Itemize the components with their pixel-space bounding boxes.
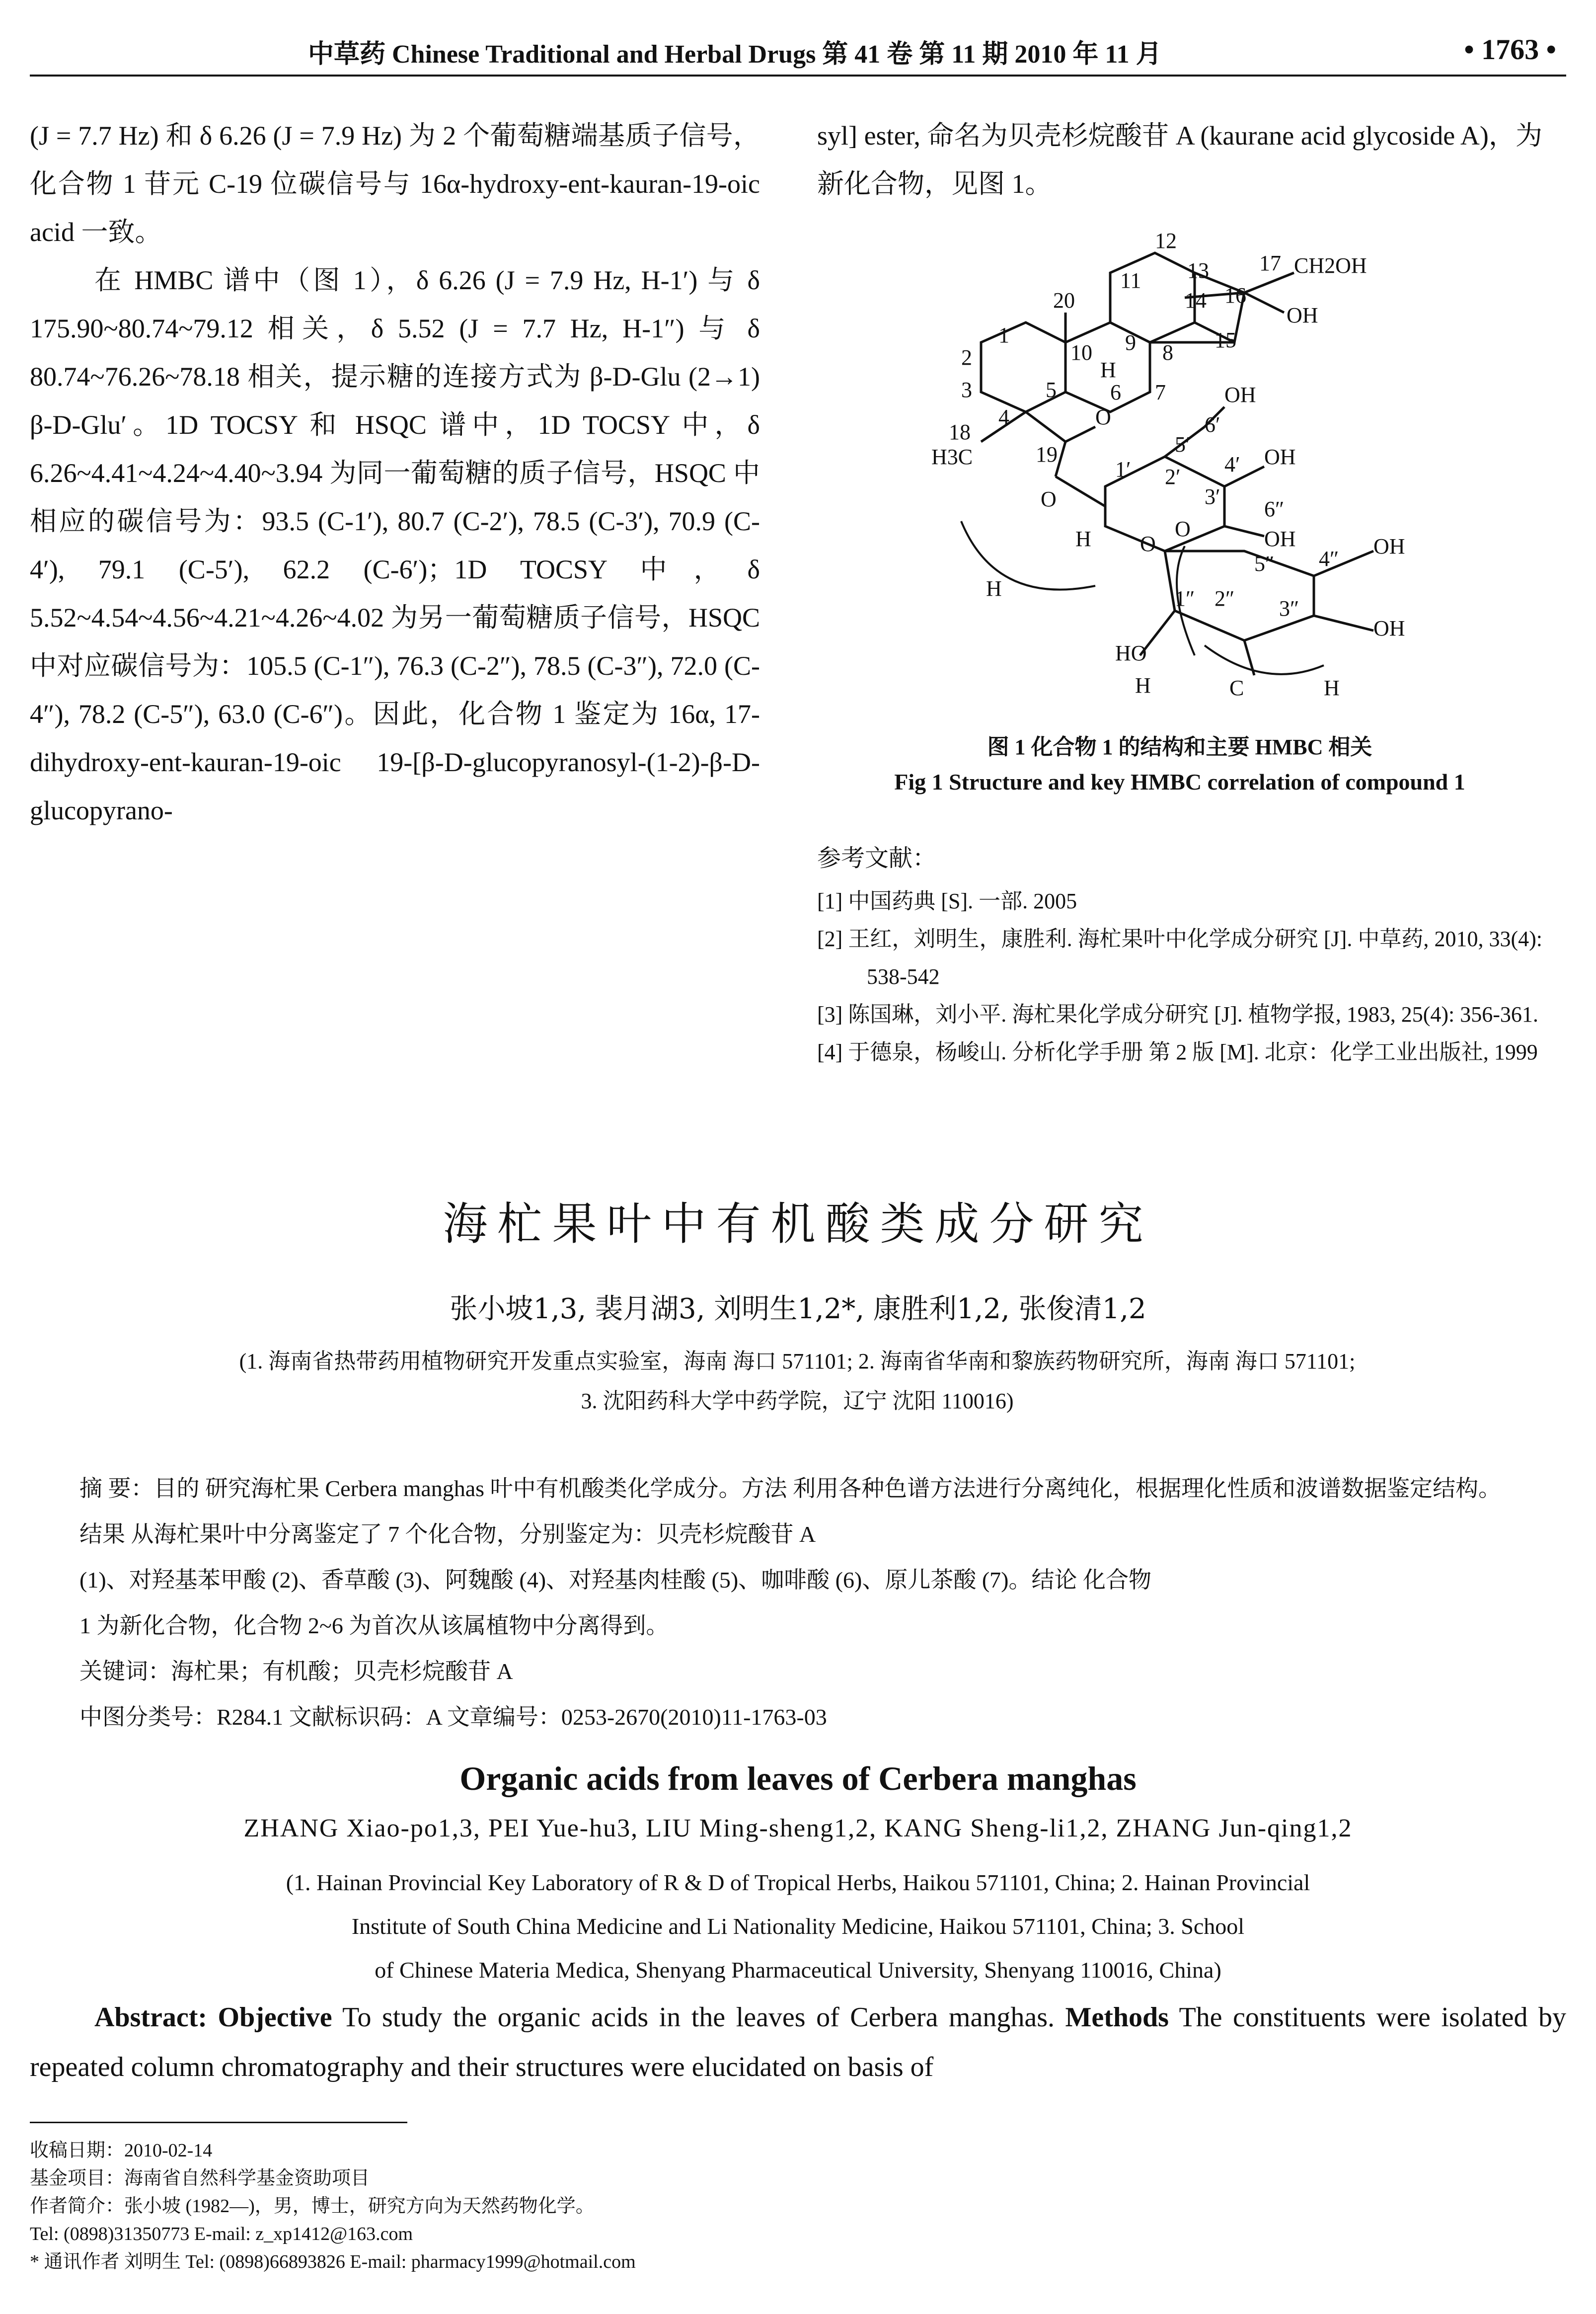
svg-text:H: H — [1135, 673, 1151, 698]
svg-text:9: 9 — [1125, 330, 1136, 355]
affiliation-line: (1. Hainan Provincial Key Laboratory of R & D of Tropical Herbs, Haikou 571101, China; 2. Hainan Provincial — [286, 1870, 1310, 1895]
svg-text:5: 5 — [1046, 378, 1057, 402]
svg-text:2: 2 — [961, 345, 972, 370]
figure-caption-cn: 图 1 化合物 1 的结构和主要 HMBC 相关 — [987, 735, 1372, 759]
journal-header: 中草药 Chinese Traditional and Herbal Drugs 第 41 卷 第 11 期 2010 年 11 月 — [308, 40, 1162, 69]
reference-item: [2] 王红，刘明生，康胜利. 海杧果叶中化学成分研究 [J]. 中草药, 2010, 33(4): 538-542 — [817, 927, 1542, 989]
svg-text:4: 4 — [998, 405, 1009, 429]
svg-text:1′: 1′ — [1115, 457, 1131, 481]
figure-caption-en: Fig 1 Structure and key HMBC correlation of compound 1 — [894, 769, 1465, 795]
affiliations-cn — [40, 1342, 1555, 1421]
abstract-label: Abstract: Objective — [94, 2002, 332, 2033]
affiliation-line: (1. 海南省热带药用植物研究开发重点实验室，海南 海口 571101; 2. 海南省华南和黎族药物研究所，海南 海口 571101; — [239, 1349, 1356, 1373]
svg-text:C: C — [1229, 676, 1244, 700]
body-paragraph: 在 HMBC 谱中（图 1），δ 6.26 (J = 7.9 Hz, H-1′) 与 δ 175.90~80.74~79.12 相关，δ 5.52 (J = 7.7 Hz, H-1″) 与 δ 80.74~76.26~78.18 相关，提示糖的连接方式为 β-D-Glu (2→1) β-D-Glu′。1D TOCSY 和 HSQC 谱中，1D TOCSY 中，δ 6.26~4.41~4.24~4.40~3.94 为同一葡萄糖的质子信号，HSQC 中相应的碳信号为：93.5 (C-1′), 80.7 (C-2′), 78.5 (C-3′), 70.9 (C-4′), 79.1 (C-5′), 62.2 (C-6′)；1D TOCSY 中，δ 5.52~4.54~4.56~4.21~4.26~4.02 为另一葡萄糖质子信号，HSQC 中对应碳信号为：105.5 (C-1″), 76.3 (C-2″), 78.5 (C-3″), 72.0 (C-4″), 78.2 (C-5″), 63.0 (C-6″)。因此，化合物 1 鉴定为 16α, 17-dihydroxy-ent-kauran-19-oic 19-[β-D-glucopyranosyl-(1-2)-β-D-glucopyrano- — [30, 265, 760, 825]
article-title-cn: 海杧果叶中有机酸类成分研究 — [443, 1198, 1153, 1250]
svg-text:15: 15 — [1215, 328, 1236, 352]
abstract-line: (1)、对羟基苯甲酸 (2)、香草酸 (3)、阿魏酸 (4)、对羟基肉桂酸 (5)、咖啡酸 (6)、原儿茶酸 (7)。结论 化合物 — [79, 1567, 1151, 1593]
svg-text:O: O — [1095, 405, 1111, 429]
authors-en: ZHANG Xiao-po1,3, PEI Yue-hu3, LIU Ming-sheng1,2, KANG Sheng-li1,2, ZHANG Jun-qing1,2 — [243, 1814, 1353, 1842]
svg-text:8: 8 — [1162, 340, 1173, 365]
svg-text:OH: OH — [1373, 534, 1405, 559]
svg-text:OH: OH — [1373, 616, 1405, 640]
abstract-text: The constituents were isolated by repeated column chromatography and their structures were elucidated on basis of — [30, 2002, 1567, 2082]
svg-text:1: 1 — [998, 323, 1009, 347]
references-heading: 参考文献： — [817, 845, 937, 872]
svg-text:10: 10 — [1070, 340, 1092, 365]
article-title-en: Organic acids from leaves of Cerbera manghas — [459, 1759, 1137, 1797]
footnote-line: 作者简介：张小坡 (1982—)，男，博士，研究方向为天然药物化学。 — [30, 2196, 595, 2217]
svg-text:18: 18 — [949, 420, 971, 444]
abstract-line: 摘 要：目的 研究海杧果 Cerbera manghas 叶中有机酸类化学成分。方法 利用各种色谱方法进行分离纯化，根据理化性质和波谱数据鉴定结构。结果 从海杧果叶中分离鉴定了 7 个化合物，分别鉴定为：贝壳杉烷酸苷 A — [79, 1476, 1502, 1547]
abstract-line: 1 为新化合物，化合物 2~6 为首次从该属植物中分离得到。 — [79, 1613, 669, 1638]
structure-figure — [817, 228, 1542, 730]
svg-text:OH: OH — [1264, 445, 1296, 469]
running-head — [30, 30, 1566, 77]
svg-text:7: 7 — [1155, 380, 1166, 404]
affiliation-line: 3. 沈阳药科大学中药学院，辽宁 沈阳 110016) — [581, 1389, 1014, 1413]
footnote-divider — [30, 2122, 407, 2123]
body-paragraph: (J = 7.7 Hz) 和 δ 6.26 (J = 7.9 Hz) 为 2 个葡萄糖端基质子信号，化合物 1 苷元 C-19 位碳信号与 16α-hydroxy-ent-kauran-19-oic acid 一致。 — [30, 121, 760, 247]
svg-text:H: H — [1100, 358, 1116, 382]
svg-text:2′: 2′ — [1165, 465, 1181, 489]
svg-text:13: 13 — [1187, 258, 1209, 283]
footnote-line: 收稿日期：2010-02-14 — [30, 2140, 213, 2161]
left-column — [30, 112, 760, 835]
reference-item: [1] 中国药典 [S]. 一部. 2005 — [817, 889, 1077, 913]
svg-text:11: 11 — [1120, 268, 1141, 293]
svg-text:3: 3 — [961, 378, 972, 402]
svg-text:16: 16 — [1224, 283, 1246, 308]
svg-text:O: O — [1140, 532, 1156, 556]
footnote-line: * 通讯作者 刘明生 Tel: (0898)66893826 E-mail: pharmacy1999@hotmail.com — [30, 2251, 636, 2272]
svg-text:H: H — [986, 576, 1002, 601]
abstract-en — [30, 1993, 1566, 2092]
authors-cn: 张小坡1,3, 裴月湖3, 刘明生1,2*, 康胜利1,2, 张俊清1,2 — [450, 1293, 1146, 1325]
methods-label: Methods — [1065, 2002, 1169, 2033]
abstract-text: To study the organic acids in the leaves of Cerbera manghas. — [342, 2002, 1055, 2033]
body-paragraph: syl] ester, 命名为贝壳杉烷酸苷 A (kaurane acid glycoside A)，为新化合物，见图 1。 — [817, 121, 1542, 199]
footnote-line: 基金项目：海南省自然科学基金资助项目 — [30, 2168, 370, 2189]
svg-text:H: H — [1324, 676, 1340, 700]
svg-text:4′: 4′ — [1224, 452, 1240, 477]
svg-text:O: O — [1175, 517, 1191, 541]
svg-text:HO: HO — [1115, 641, 1147, 665]
svg-text:OH: OH — [1287, 303, 1318, 327]
abstract-cn — [79, 1466, 1520, 1740]
svg-text:O: O — [1041, 487, 1057, 511]
svg-text:OH: OH — [1224, 383, 1256, 407]
affiliation-line: of Chinese Materia Medica, Shenyang Pharmaceutical University, Shenyang 110016, China) — [375, 1957, 1221, 1983]
page-number: • 1763 • — [1464, 33, 1556, 66]
svg-text:2″: 2″ — [1215, 586, 1235, 611]
svg-text:6: 6 — [1110, 380, 1121, 404]
svg-text:14: 14 — [1185, 288, 1207, 313]
right-column — [817, 112, 1542, 1071]
svg-text:20: 20 — [1053, 288, 1075, 313]
svg-text:H: H — [1075, 527, 1091, 551]
svg-text:17: 17 — [1259, 251, 1281, 275]
reference-item: [4] 于德泉，杨峻山. 分析化学手册 第 2 版 [M]. 北京：化学工业出版社, 1999 — [817, 1040, 1538, 1064]
svg-text:6″: 6″ — [1264, 497, 1285, 521]
svg-text:4″: 4″ — [1319, 547, 1339, 571]
svg-text:19: 19 — [1036, 442, 1058, 467]
classification: 中图分类号：R284.1 文献标识码：A 文章编号：0253-2670(2010)11-1763-03 — [79, 1704, 827, 1730]
svg-text:3″: 3″ — [1279, 596, 1299, 621]
svg-text:5′: 5′ — [1175, 432, 1191, 457]
svg-text:1″: 1″ — [1175, 586, 1195, 611]
svg-text:6′: 6′ — [1205, 412, 1220, 437]
svg-text:12: 12 — [1155, 229, 1177, 253]
reference-item: [3] 陈国琳，刘小平. 海杧果化学成分研究 [J]. 植物学报, 1983, 25(4): 356-361. — [817, 1002, 1538, 1027]
structure-diagram — [817, 228, 1542, 730]
affiliation-line: Institute of South China Medicine and Li Nationality Medicine, Haikou 571101, China; 3. School — [351, 1914, 1245, 1939]
svg-text:OH: OH — [1264, 527, 1296, 551]
affiliations-en — [75, 1861, 1521, 1992]
svg-text:CH2OH: CH2OH — [1294, 253, 1367, 278]
keywords: 关键词：海杧果；有机酸；贝壳杉烷酸苷 A — [79, 1659, 513, 1684]
footnotes — [30, 2137, 1222, 2276]
svg-text:5″: 5″ — [1254, 552, 1275, 576]
footnote-line: Tel: (0898)31350773 E-mail: z_xp1412@163.com — [30, 2224, 413, 2244]
svg-text:H3C: H3C — [931, 445, 973, 469]
svg-text:3′: 3′ — [1205, 484, 1220, 509]
